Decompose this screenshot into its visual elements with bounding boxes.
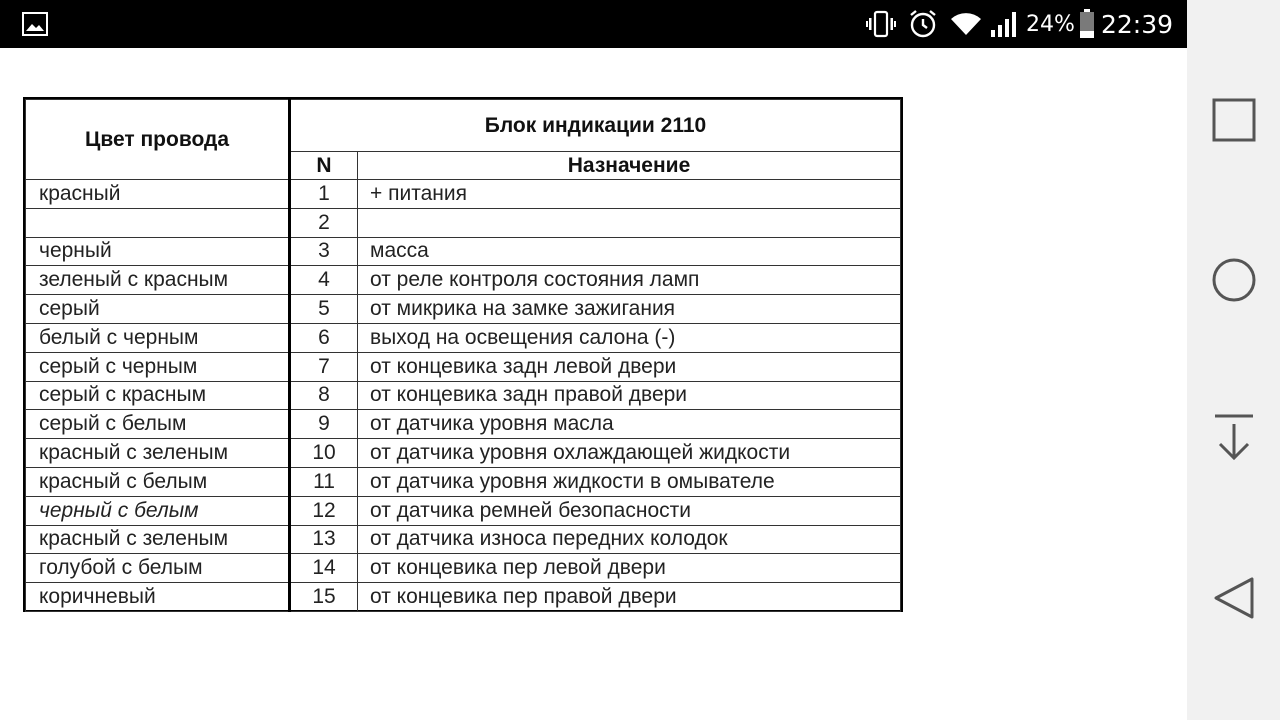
table-row bbox=[26, 554, 901, 583]
navigation-bar bbox=[1187, 0, 1280, 720]
table-row bbox=[26, 496, 901, 525]
battery-icon bbox=[1079, 9, 1095, 39]
table-row bbox=[26, 208, 901, 237]
circle-icon bbox=[1211, 257, 1257, 303]
recents-button[interactable] bbox=[1187, 80, 1280, 160]
wire-color-cell: зеленый с красным bbox=[26, 266, 290, 295]
pin-number-cell: 5 bbox=[290, 295, 358, 324]
wire-color-cell: красный bbox=[26, 180, 290, 209]
table-row bbox=[26, 295, 901, 324]
wire-color-cell: коричневый bbox=[26, 583, 290, 612]
gallery-icon bbox=[22, 12, 48, 41]
purpose-cell: от микрика на замке зажигания bbox=[358, 295, 901, 324]
table-row bbox=[26, 180, 901, 209]
wire-color-cell: серый bbox=[26, 295, 290, 324]
pin-number-cell: 2 bbox=[290, 208, 358, 237]
pin-number-cell: 7 bbox=[290, 352, 358, 381]
wire-color-cell bbox=[26, 208, 290, 237]
table-row bbox=[26, 381, 901, 410]
header-number: N bbox=[290, 152, 358, 180]
purpose-cell: выход на освещения салона (-) bbox=[358, 323, 901, 352]
vibrate-icon bbox=[866, 10, 896, 38]
purpose-cell: от датчика уровня жидкости в омывателе bbox=[358, 467, 901, 496]
purpose-cell: от датчика износа передних колодок bbox=[358, 525, 901, 554]
table-row bbox=[26, 467, 901, 496]
table-row bbox=[26, 352, 901, 381]
pin-number-cell: 9 bbox=[290, 410, 358, 439]
purpose-cell: от датчика уровня охлаждающей жидкости bbox=[358, 439, 901, 468]
pin-number-cell: 8 bbox=[290, 381, 358, 410]
wire-color-cell: черный с белым bbox=[26, 496, 290, 525]
pin-number-cell: 15 bbox=[290, 583, 358, 612]
triangle-back-icon bbox=[1212, 576, 1256, 620]
purpose-cell: + питания bbox=[358, 180, 901, 209]
table-row bbox=[26, 583, 901, 612]
wire-color-cell: красный с белым bbox=[26, 467, 290, 496]
wifi-icon bbox=[950, 11, 982, 37]
purpose-cell: масса bbox=[358, 237, 901, 266]
header-purpose: Назначение bbox=[358, 152, 901, 180]
purpose-cell: от реле контроля состояния ламп bbox=[358, 266, 901, 295]
pin-number-cell: 14 bbox=[290, 554, 358, 583]
table-body bbox=[26, 180, 901, 612]
battery-percent: 24% bbox=[1026, 11, 1075, 37]
pin-number-cell: 12 bbox=[290, 496, 358, 525]
header-wire-color: Цвет провода bbox=[26, 100, 290, 180]
table-row bbox=[26, 266, 901, 295]
purpose-cell: от концевика задн правой двери bbox=[358, 381, 901, 410]
table-row bbox=[26, 410, 901, 439]
pin-number-cell: 3 bbox=[290, 237, 358, 266]
purpose-cell: от концевика задн левой двери bbox=[358, 352, 901, 381]
purpose-cell: от концевика пер правой двери bbox=[358, 583, 901, 612]
pin-number-cell: 1 bbox=[290, 180, 358, 209]
table-row bbox=[26, 525, 901, 554]
download-button[interactable] bbox=[1187, 398, 1280, 478]
signal-icon bbox=[990, 10, 1020, 38]
pin-number-cell: 4 bbox=[290, 266, 358, 295]
home-button[interactable] bbox=[1187, 240, 1280, 320]
pin-number-cell: 6 bbox=[290, 323, 358, 352]
pin-number-cell: 10 bbox=[290, 439, 358, 468]
wire-color-cell: черный bbox=[26, 237, 290, 266]
purpose-cell: от датчика ремней безопасности bbox=[358, 496, 901, 525]
pin-number-cell: 11 bbox=[290, 467, 358, 496]
wire-color-cell: красный с зеленым bbox=[26, 439, 290, 468]
wire-color-cell: серый с красным bbox=[26, 381, 290, 410]
square-icon bbox=[1212, 98, 1256, 142]
table-row bbox=[26, 323, 901, 352]
wire-color-cell: серый с белым bbox=[26, 410, 290, 439]
status-bar bbox=[0, 0, 1187, 48]
wire-color-cell: голубой с белым bbox=[26, 554, 290, 583]
table-row bbox=[26, 439, 901, 468]
purpose-cell: от концевика пер левой двери bbox=[358, 554, 901, 583]
arrow-down-icon bbox=[1213, 414, 1255, 462]
purpose-cell: от датчика уровня масла bbox=[358, 410, 901, 439]
wire-color-cell: белый с черным bbox=[26, 323, 290, 352]
back-button[interactable] bbox=[1187, 558, 1280, 638]
purpose-cell bbox=[358, 208, 901, 237]
wire-color-cell: красный с зеленым bbox=[26, 525, 290, 554]
alarm-icon bbox=[908, 9, 938, 39]
wire-color-cell: серый с черным bbox=[26, 352, 290, 381]
pin-number-cell: 13 bbox=[290, 525, 358, 554]
table-row bbox=[26, 237, 901, 266]
clock: 22:39 bbox=[1100, 9, 1173, 39]
wire-table bbox=[23, 97, 903, 612]
header-block-title: Блок индикации 2110 bbox=[290, 100, 901, 152]
